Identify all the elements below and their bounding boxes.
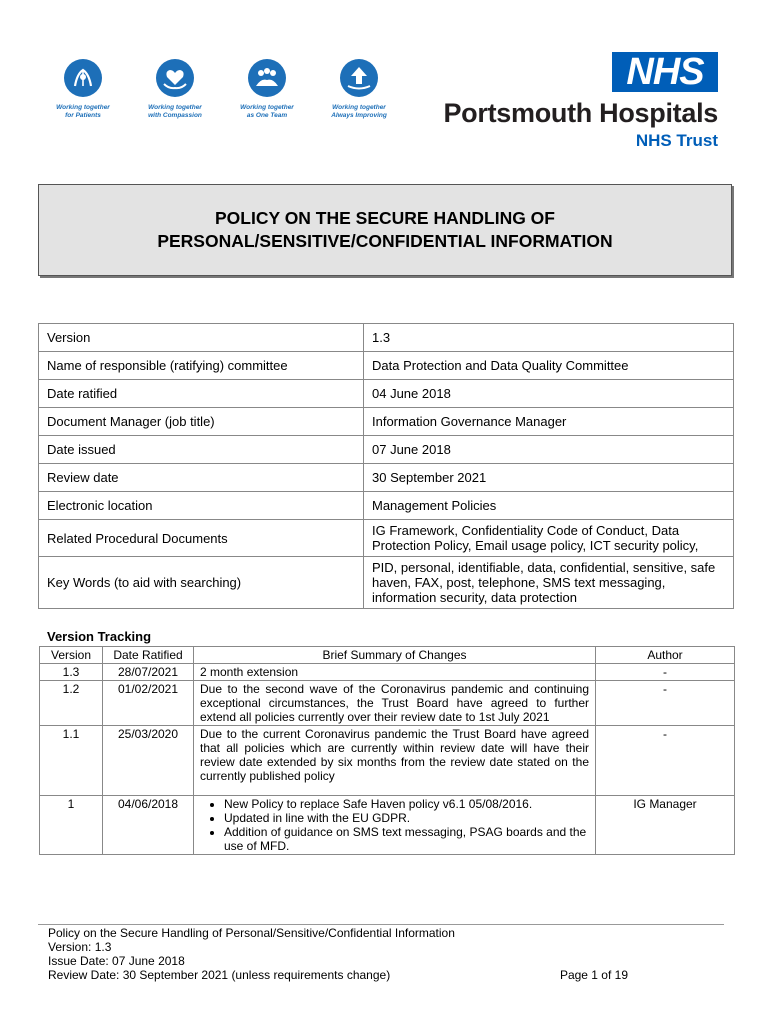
author-cell: - (596, 664, 735, 681)
meta-key: Review date (39, 464, 364, 492)
meta-key: Date ratified (39, 380, 364, 408)
nhs-logo: NHS (612, 52, 718, 92)
version-cell: 1 (40, 796, 103, 855)
summary-cell: Due to the current Coronavirus pandemic the Trust Board have agreed that all policies which are currently within review date will have their review date extended by six months from the review date stated on the currently published policy (194, 726, 596, 796)
meta-key: Electronic location (39, 492, 364, 520)
date-cell: 28/07/2021 (103, 664, 194, 681)
change-list (200, 797, 589, 853)
version-cell: 1.2 (40, 681, 103, 726)
value-caption: Working together for Patients (56, 104, 110, 119)
date-cell: 04/06/2018 (103, 796, 194, 855)
meta-key: Date issued (39, 436, 364, 464)
table-row (39, 324, 734, 352)
praying-hands-icon (63, 58, 103, 98)
meta-value: Management Policies (364, 492, 734, 520)
summary-cell: Due to the second wave of the Coronavirus pandemic and continuing exceptional circumstances, the Trust Board have agreed to further extend all policies currently over their review date to 1st July 2021 (194, 681, 596, 726)
page-footer (48, 926, 628, 982)
summary-cell: 2 month extension (194, 664, 596, 681)
table-row (40, 664, 735, 681)
footer-version: Version: 1.3 (48, 940, 112, 954)
meta-value: IG Framework, Confidentiality Code of Conduct, Data Protection Policy, Email usage policy, ICT security policy, (364, 520, 734, 557)
table-row (40, 726, 735, 796)
version-cell: 1.1 (40, 726, 103, 796)
meta-key: Document Manager (job title) (39, 408, 364, 436)
document-metadata-table (38, 323, 734, 609)
column-header-author: Author (596, 647, 735, 664)
value-caption: Working together Always Improving (331, 104, 387, 119)
meta-value: Information Governance Manager (364, 408, 734, 436)
table-header-row (40, 647, 735, 664)
footer-review-date: Review Date: 30 September 2021 (unless requirements change) (48, 968, 391, 982)
table-row (40, 796, 735, 855)
trust-values (48, 58, 394, 120)
improvement-arrow-icon (339, 58, 379, 98)
table-row (40, 681, 735, 726)
table-row (39, 408, 734, 436)
page-number: Page 1 of 19 (559, 968, 628, 982)
table-row (39, 520, 734, 557)
meta-value: Data Protection and Data Quality Committee (364, 352, 734, 380)
version-tracking-table (39, 646, 735, 855)
meta-key: Related Procedural Documents (39, 520, 364, 557)
organisation-subtitle: NHS Trust (635, 131, 718, 150)
column-header-summary: Brief Summary of Changes (194, 647, 596, 664)
value-compassion (140, 58, 210, 120)
value-one-team (232, 58, 302, 120)
team-icon (247, 58, 287, 98)
table-row (39, 492, 734, 520)
list-item: • New Policy to replace Safe Haven policy v6.1 05/08/2016. (224, 797, 589, 811)
meta-key: Name of responsible (ratifying) committee (39, 352, 364, 380)
footer-document-title: Policy on the Secure Handling of Personal/Sensitive/Confidential Information (48, 926, 455, 940)
footer-issue-date: Issue Date: 07 June 2018 (48, 954, 185, 968)
value-caption: Working together as One Team (240, 104, 294, 119)
value-improving (324, 58, 394, 120)
table-row (39, 352, 734, 380)
date-cell: 25/03/2020 (103, 726, 194, 796)
date-cell: 01/02/2021 (103, 681, 194, 726)
organisation-name: Portsmouth Hospitals (443, 98, 718, 128)
table-row (39, 436, 734, 464)
value-caption: Working together with Compassion (148, 104, 202, 119)
meta-value: 07 June 2018 (364, 436, 734, 464)
value-patients (48, 58, 118, 120)
meta-value: PID, personal, identifiable, data, confidential, sensitive, safe haven, FAX, post, telephone, SMS text messaging, information security, data protection (364, 557, 734, 609)
author-cell: IG Manager (596, 796, 735, 855)
footer-review-row (48, 968, 628, 982)
table-row (39, 464, 734, 492)
column-header-version: Version (40, 647, 103, 664)
policy-title-box (38, 184, 732, 276)
table-row (39, 557, 734, 609)
page-title: POLICY ON THE SECURE HANDLING OF PERSONAL/SENSITIVE/CONFIDENTIAL INFORMATION (157, 208, 613, 251)
author-cell: - (596, 681, 735, 726)
heart-hands-icon (155, 58, 195, 98)
list-item: • Updated in line with the EU GDPR. (224, 811, 589, 825)
summary-cell (194, 796, 596, 855)
version-cell: 1.3 (40, 664, 103, 681)
meta-key: Key Words (to aid with searching) (39, 557, 364, 609)
column-header-date: Date Ratified (103, 647, 194, 664)
list-item: • Addition of guidance on SMS text messaging, PSAG boards and the use of MFD. (224, 825, 589, 853)
meta-value: 1.3 (364, 324, 734, 352)
table-row (39, 380, 734, 408)
meta-value: 30 September 2021 (364, 464, 734, 492)
version-tracking-heading: Version Tracking (47, 629, 152, 644)
meta-value: 04 June 2018 (364, 380, 734, 408)
meta-key: Version (39, 324, 364, 352)
footer-divider (38, 924, 724, 925)
author-cell: - (596, 726, 735, 796)
